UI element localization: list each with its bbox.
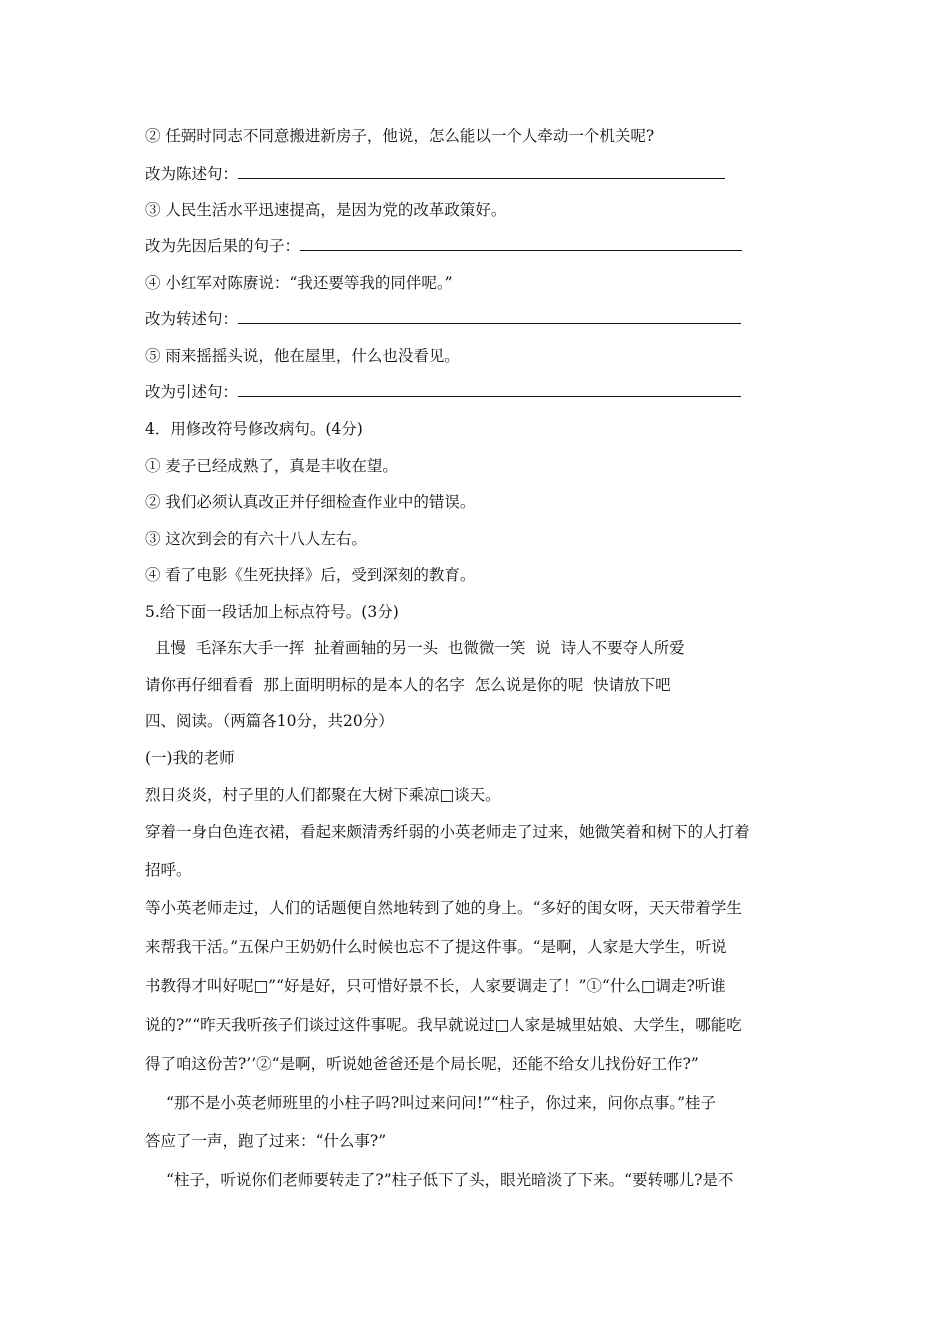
answer-line-direct[interactable]	[145, 382, 741, 402]
question-4-item-1	[145, 456, 398, 476]
answer-blank[interactable]	[238, 309, 741, 324]
title-text: (一)我的老师	[145, 749, 235, 767]
answer-line-declarative[interactable]	[145, 164, 725, 184]
answer-prompt: 改为转述句：	[145, 310, 239, 328]
reading-paragraph-line	[145, 1131, 386, 1151]
reading-paragraph-line	[145, 1054, 699, 1074]
paragraph-text: 说的?”“昨天我听孩子们谈过这件事呢。我早就说过□人家是城里姑娘、大学生，哪能吃	[145, 1016, 742, 1034]
question-4-item-3	[145, 529, 367, 549]
heading-text: 四、阅读。（两篇各10分，共20分）	[145, 712, 394, 730]
answer-line-indirect[interactable]	[145, 309, 741, 329]
punctuation-passage-line-1	[145, 638, 685, 658]
question-3-item-3	[145, 200, 506, 220]
question-text: ② 任弼时同志不同意搬进新房子，他说，怎么能以一个人牵动一个机关呢?	[145, 127, 655, 145]
paragraph-text: 答应了一声，跑了过来：“什么事?”	[145, 1132, 387, 1150]
question-5-heading	[145, 602, 399, 622]
reading-paragraph-line	[166, 1170, 733, 1190]
heading-text: 5.给下面一段话加上标点符号。(3分)	[145, 603, 399, 621]
reading-paragraph-line	[145, 785, 501, 805]
question-4-heading	[145, 419, 363, 439]
reading-paragraph-line	[145, 898, 742, 918]
sentence-text: ④ 看了电影《生死抉择》后，受到深刻的教育。	[145, 566, 476, 584]
answer-prompt: 改为先因后果的句子：	[145, 237, 301, 255]
answer-blank[interactable]	[238, 164, 725, 179]
paragraph-text: “柱子，听说你们老师要转走了?”柱子低下了头，眼光暗淡了下来。“要转哪儿?是不	[166, 1171, 734, 1189]
section-4-heading	[145, 711, 394, 731]
question-3-item-5	[145, 346, 460, 366]
paragraph-text: 等小英老师走过，人们的话题便自然地转到了她的身上。“多好的闺女呀，天天带着学生	[145, 899, 742, 917]
answer-blank[interactable]	[300, 236, 742, 251]
paragraph-text: “那不是小英老师班里的小柱子吗?叫过来问问!”“柱子，你过来，问你点事。”桂子	[166, 1094, 716, 1112]
sentence-text: ② 我们必须认真改正并仔细检查作业中的错误。	[145, 493, 476, 511]
reading-paragraph-line	[145, 1015, 742, 1035]
question-text: ④ 小红军对陈赓说：“我还要等我的同伴呢。”	[145, 274, 453, 292]
question-4-item-2	[145, 492, 475, 512]
question-text: ③ 人民生活水平迅速提高，是因为党的改革政策好。	[145, 201, 507, 219]
question-text: ⑤ 雨来摇摇头说，他在屋里，什么也没看见。	[145, 347, 460, 365]
reading-paragraph-line	[145, 860, 192, 880]
reading-paragraph-line	[145, 937, 727, 957]
question-4-item-4	[145, 565, 475, 585]
answer-blank[interactable]	[238, 382, 741, 397]
answer-prompt: 改为陈述句：	[145, 165, 239, 183]
passage-text: 请你再仔细看看 那上面明明标的是本人的名字 怎么说是你的呢 快请放下吧	[145, 676, 671, 694]
paragraph-text: 来帮我干活。”五保户王奶奶什么时候也忘不了提这件事。“是啊，人家是大学生，听说	[145, 938, 727, 956]
reading-title	[145, 748, 235, 768]
paragraph-text: 穿着一身白色连衣裙，看起来颇清秀纤弱的小英老师走了过来，她微笑着和树下的人打着	[145, 823, 750, 841]
answer-prompt: 改为引述句：	[145, 383, 239, 401]
question-3-item-4	[145, 273, 453, 293]
sentence-text: ① 麦子已经成熟了，真是丰收在望。	[145, 457, 398, 475]
passage-text: 且慢 毛泽东大手一挥 扯着画轴的另一头 也微微一笑 说 诗人不要夺人所爱	[145, 639, 685, 657]
paragraph-text: 得了咱这份苦?’’②“是啊，听说她爸爸还是个局长呢，还能不给女儿找份好工作?”	[145, 1055, 699, 1073]
paragraph-text: 烈日炎炎，村子里的人们都聚在大树下乘凉□谈天。	[145, 786, 501, 804]
paragraph-text: 招呼。	[145, 861, 192, 879]
reading-paragraph-line	[145, 822, 750, 842]
punctuation-passage-line-2	[145, 675, 671, 695]
answer-line-cause-effect[interactable]	[145, 236, 742, 256]
reading-paragraph-line	[145, 976, 726, 996]
heading-text: 4．用修改符号修改病句。(4分)	[145, 420, 363, 438]
question-3-item-2	[145, 126, 654, 146]
sentence-text: ③ 这次到会的有六十八人左右。	[145, 530, 367, 548]
paragraph-text: 书教得才叫好呢□”“好是好，只可惜好景不长，人家要调走了！”①“什么□调走?听谁	[145, 977, 726, 995]
reading-paragraph-line	[166, 1093, 716, 1113]
